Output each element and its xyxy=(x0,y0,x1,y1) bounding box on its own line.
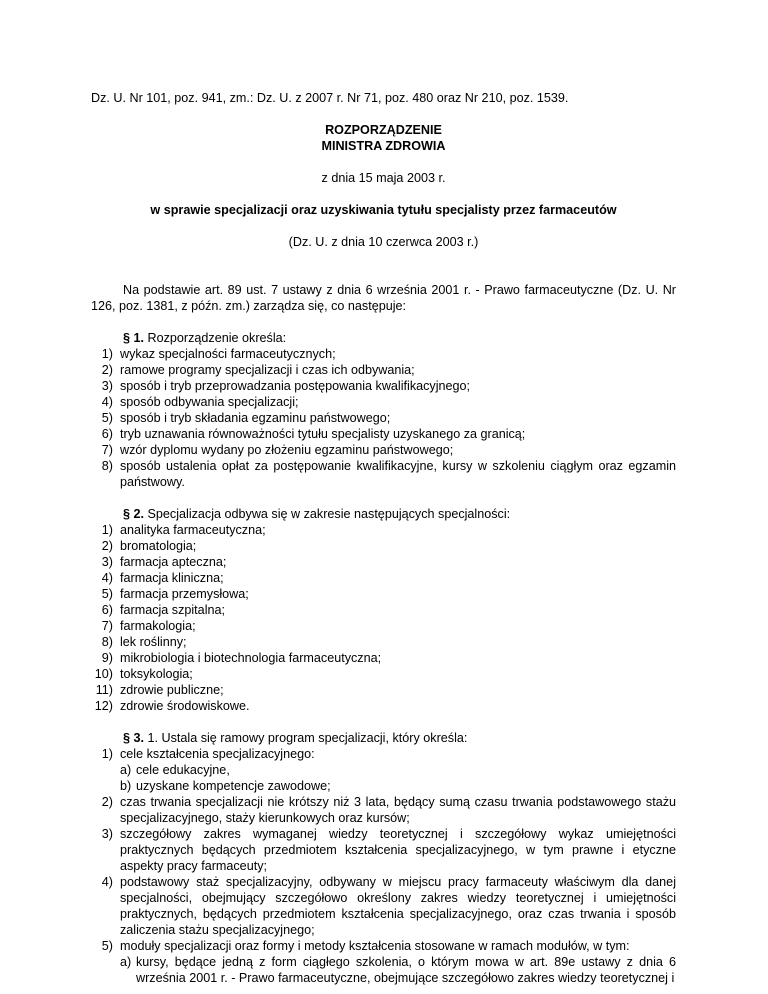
item-text: toksykologia; xyxy=(120,667,193,681)
section-3-list xyxy=(91,746,676,986)
item-text: sposób ustalenia opłat za postępowanie kwalifikacyjne, kursy w szkoleniu ciągłym oraz egzamin państwowy. xyxy=(120,459,676,489)
item-number: 3) xyxy=(101,555,113,569)
list-item xyxy=(91,650,676,666)
item-text: mikrobiologia i biotechnologia farmaceutyczna; xyxy=(120,651,382,665)
section-1-list xyxy=(91,346,676,490)
list-item xyxy=(91,554,676,570)
item-text: wzór dyplomu wydany po złożeniu egzaminu państwowego; xyxy=(120,443,454,457)
item-number: 4) xyxy=(101,571,113,585)
sub-item-letter: a) xyxy=(120,955,132,969)
item-number: 8) xyxy=(101,459,113,473)
sub-list xyxy=(120,762,676,794)
list-item xyxy=(91,618,676,634)
list-item xyxy=(91,346,676,362)
sub-item-letter: a) xyxy=(120,763,132,777)
list-item xyxy=(91,682,676,698)
item-text: cele kształcenia specjalizacyjnego: xyxy=(120,747,315,761)
section-intro xyxy=(123,330,676,346)
list-item xyxy=(91,874,676,938)
section-intro-text: Specjalizacja odbywa się w zakresie następujących specjalności: xyxy=(144,507,511,521)
section-intro xyxy=(123,730,676,746)
preamble: Na podstawie art. 89 ust. 7 ustawy z dnia 6 września 2001 r. - Prawo farmaceutyczne (Dz. U. Nr 126, poz. 1381, z późn. zm.) zarządza się, co następuje: xyxy=(91,283,676,313)
legal-reference: Dz. U. Nr 101, poz. 941, zm.: Dz. U. z 2007 r. Nr 71, poz. 480 oraz Nr 210, poz. 1539. xyxy=(91,91,569,105)
item-number: 9) xyxy=(101,651,113,665)
item-number: 3) xyxy=(101,379,113,393)
section-intro-text: 1. Ustala się ramowy program specjalizacji, który określa: xyxy=(144,731,468,745)
item-number: 4) xyxy=(101,875,113,889)
list-item xyxy=(91,538,676,554)
list-item xyxy=(91,666,676,682)
list-item xyxy=(91,634,676,650)
list-item xyxy=(91,458,676,490)
item-number: 11) xyxy=(95,683,113,697)
section-mark: § 3. xyxy=(123,731,145,745)
list-item xyxy=(91,426,676,442)
section-mark: § 2. xyxy=(123,507,145,521)
item-number: 5) xyxy=(101,939,113,953)
list-item xyxy=(91,746,676,794)
sub-list-item xyxy=(120,954,676,986)
item-text: czas trwania specjalizacji nie krótszy niż 3 lata, będący sumą czasu trwania podstawowego stażu specjalizacyjnego, staży kierunkowych oraz kursów; xyxy=(120,795,676,825)
item-text: szczegółowy zakres wymaganej wiedzy teoretycznej i szczegółowy wykaz umiejętności praktycznych będących przedmiotem kształcenia specjalizacyjnego, w tym prawne i etyczne aspekty pracy farmaceuty; xyxy=(120,827,676,873)
item-text: farmakologia; xyxy=(120,619,196,633)
sub-item-text: kursy, będące jedną z form ciągłego szkolenia, o którym mowa w art. 89e ustawy z dnia 6 września 2001 r. - Prawo farmaceutyczne, obejmujące szczegółowo zakres wiedzy teoretycznej i xyxy=(136,955,676,985)
item-text: moduły specjalizacji oraz formy i metody kształcenia stosowane w ramach modułów, w tym: xyxy=(120,939,630,953)
issuer-heading: MINISTRA ZDROWIA xyxy=(321,139,446,153)
item-number: 6) xyxy=(101,427,113,441)
sub-list-item xyxy=(120,762,676,778)
list-item xyxy=(91,698,676,714)
item-number: 7) xyxy=(101,619,113,633)
sub-item-letter: b) xyxy=(120,779,132,793)
section-mark: § 1. xyxy=(123,331,145,345)
section-intro xyxy=(123,506,676,522)
item-number: 8) xyxy=(101,635,113,649)
item-number: 5) xyxy=(101,411,113,425)
item-text: analityka farmaceutyczna; xyxy=(120,523,266,537)
list-item xyxy=(91,602,676,618)
item-text: farmacja apteczna; xyxy=(120,555,227,569)
item-text: zdrowie środowiskowe. xyxy=(120,699,250,713)
list-item xyxy=(91,826,676,874)
item-number: 3) xyxy=(101,827,113,841)
item-number: 5) xyxy=(101,587,113,601)
regulation-subject: w sprawie specjalizacji oraz uzyskiwania tytułu specjalisty przez farmaceutów xyxy=(150,203,617,217)
item-text: bromatologia; xyxy=(120,539,197,553)
item-text: wykaz specjalności farmaceutycznych; xyxy=(120,347,336,361)
regulation-date: z dnia 15 maja 2003 r. xyxy=(321,171,446,185)
sub-list-item xyxy=(120,778,676,794)
item-text: sposób i tryb przeprowadzania postępowania kwalifikacyjnego; xyxy=(120,379,471,393)
regulation-heading: ROZPORZĄDZENIE xyxy=(325,123,442,137)
item-number: 7) xyxy=(101,443,113,457)
item-number: 1) xyxy=(101,523,113,537)
sub-item-text: uzyskane kompetencje zawodowe; xyxy=(136,779,331,793)
item-number: 1) xyxy=(101,347,113,361)
item-text: farmacja kliniczna; xyxy=(120,571,224,585)
section-1 xyxy=(91,330,676,490)
list-item xyxy=(91,938,676,986)
publication-note: (Dz. U. z dnia 10 czerwca 2003 r.) xyxy=(288,235,479,249)
item-text: farmacja szpitalna; xyxy=(120,603,225,617)
item-text: farmacja przemysłowa; xyxy=(120,587,249,601)
section-2 xyxy=(91,506,676,714)
item-number: 1) xyxy=(101,747,113,761)
item-number: 10) xyxy=(94,667,113,681)
list-item xyxy=(91,442,676,458)
list-item xyxy=(91,522,676,538)
item-text: sposób i tryb składania egzaminu państwowego; xyxy=(120,411,391,425)
item-number: 4) xyxy=(101,395,113,409)
item-number: 2) xyxy=(101,539,113,553)
item-number: 6) xyxy=(101,603,113,617)
item-text: ramowe programy specjalizacji i czas ich odbywania; xyxy=(120,363,415,377)
section-intro-text: Rozporządzenie określa: xyxy=(144,331,287,345)
list-item xyxy=(91,794,676,826)
sub-list xyxy=(120,954,676,986)
sub-item-text: cele edukacyjne, xyxy=(136,763,230,777)
item-text: sposób odbywania specjalizacji; xyxy=(120,395,299,409)
item-number: 12) xyxy=(94,699,113,713)
list-item xyxy=(91,586,676,602)
item-text: tryb uznawania równoważności tytułu specjalisty uzyskanego za granicą; xyxy=(120,427,526,441)
item-number: 2) xyxy=(101,795,113,809)
section-3 xyxy=(91,730,676,986)
item-text: lek roślinny; xyxy=(120,635,187,649)
list-item xyxy=(91,570,676,586)
list-item xyxy=(91,410,676,426)
list-item xyxy=(91,362,676,378)
section-2-list xyxy=(91,522,676,714)
list-item xyxy=(91,378,676,394)
list-item xyxy=(91,394,676,410)
item-number: 2) xyxy=(101,363,113,377)
item-text: podstawowy staż specjalizacyjny, odbywany w miejscu pracy farmaceuty właściwym dla danej specjalności, obejmujący szczegółowo określony zakres wiedzy teoretycznej i umiejętności praktycznych, będących przedmiotem kształcenia specjalizacyjnego, oraz czas trwania i sposób zaliczenia stażu specjalizacyjnego; xyxy=(120,875,676,937)
item-text: zdrowie publiczne; xyxy=(120,683,224,697)
